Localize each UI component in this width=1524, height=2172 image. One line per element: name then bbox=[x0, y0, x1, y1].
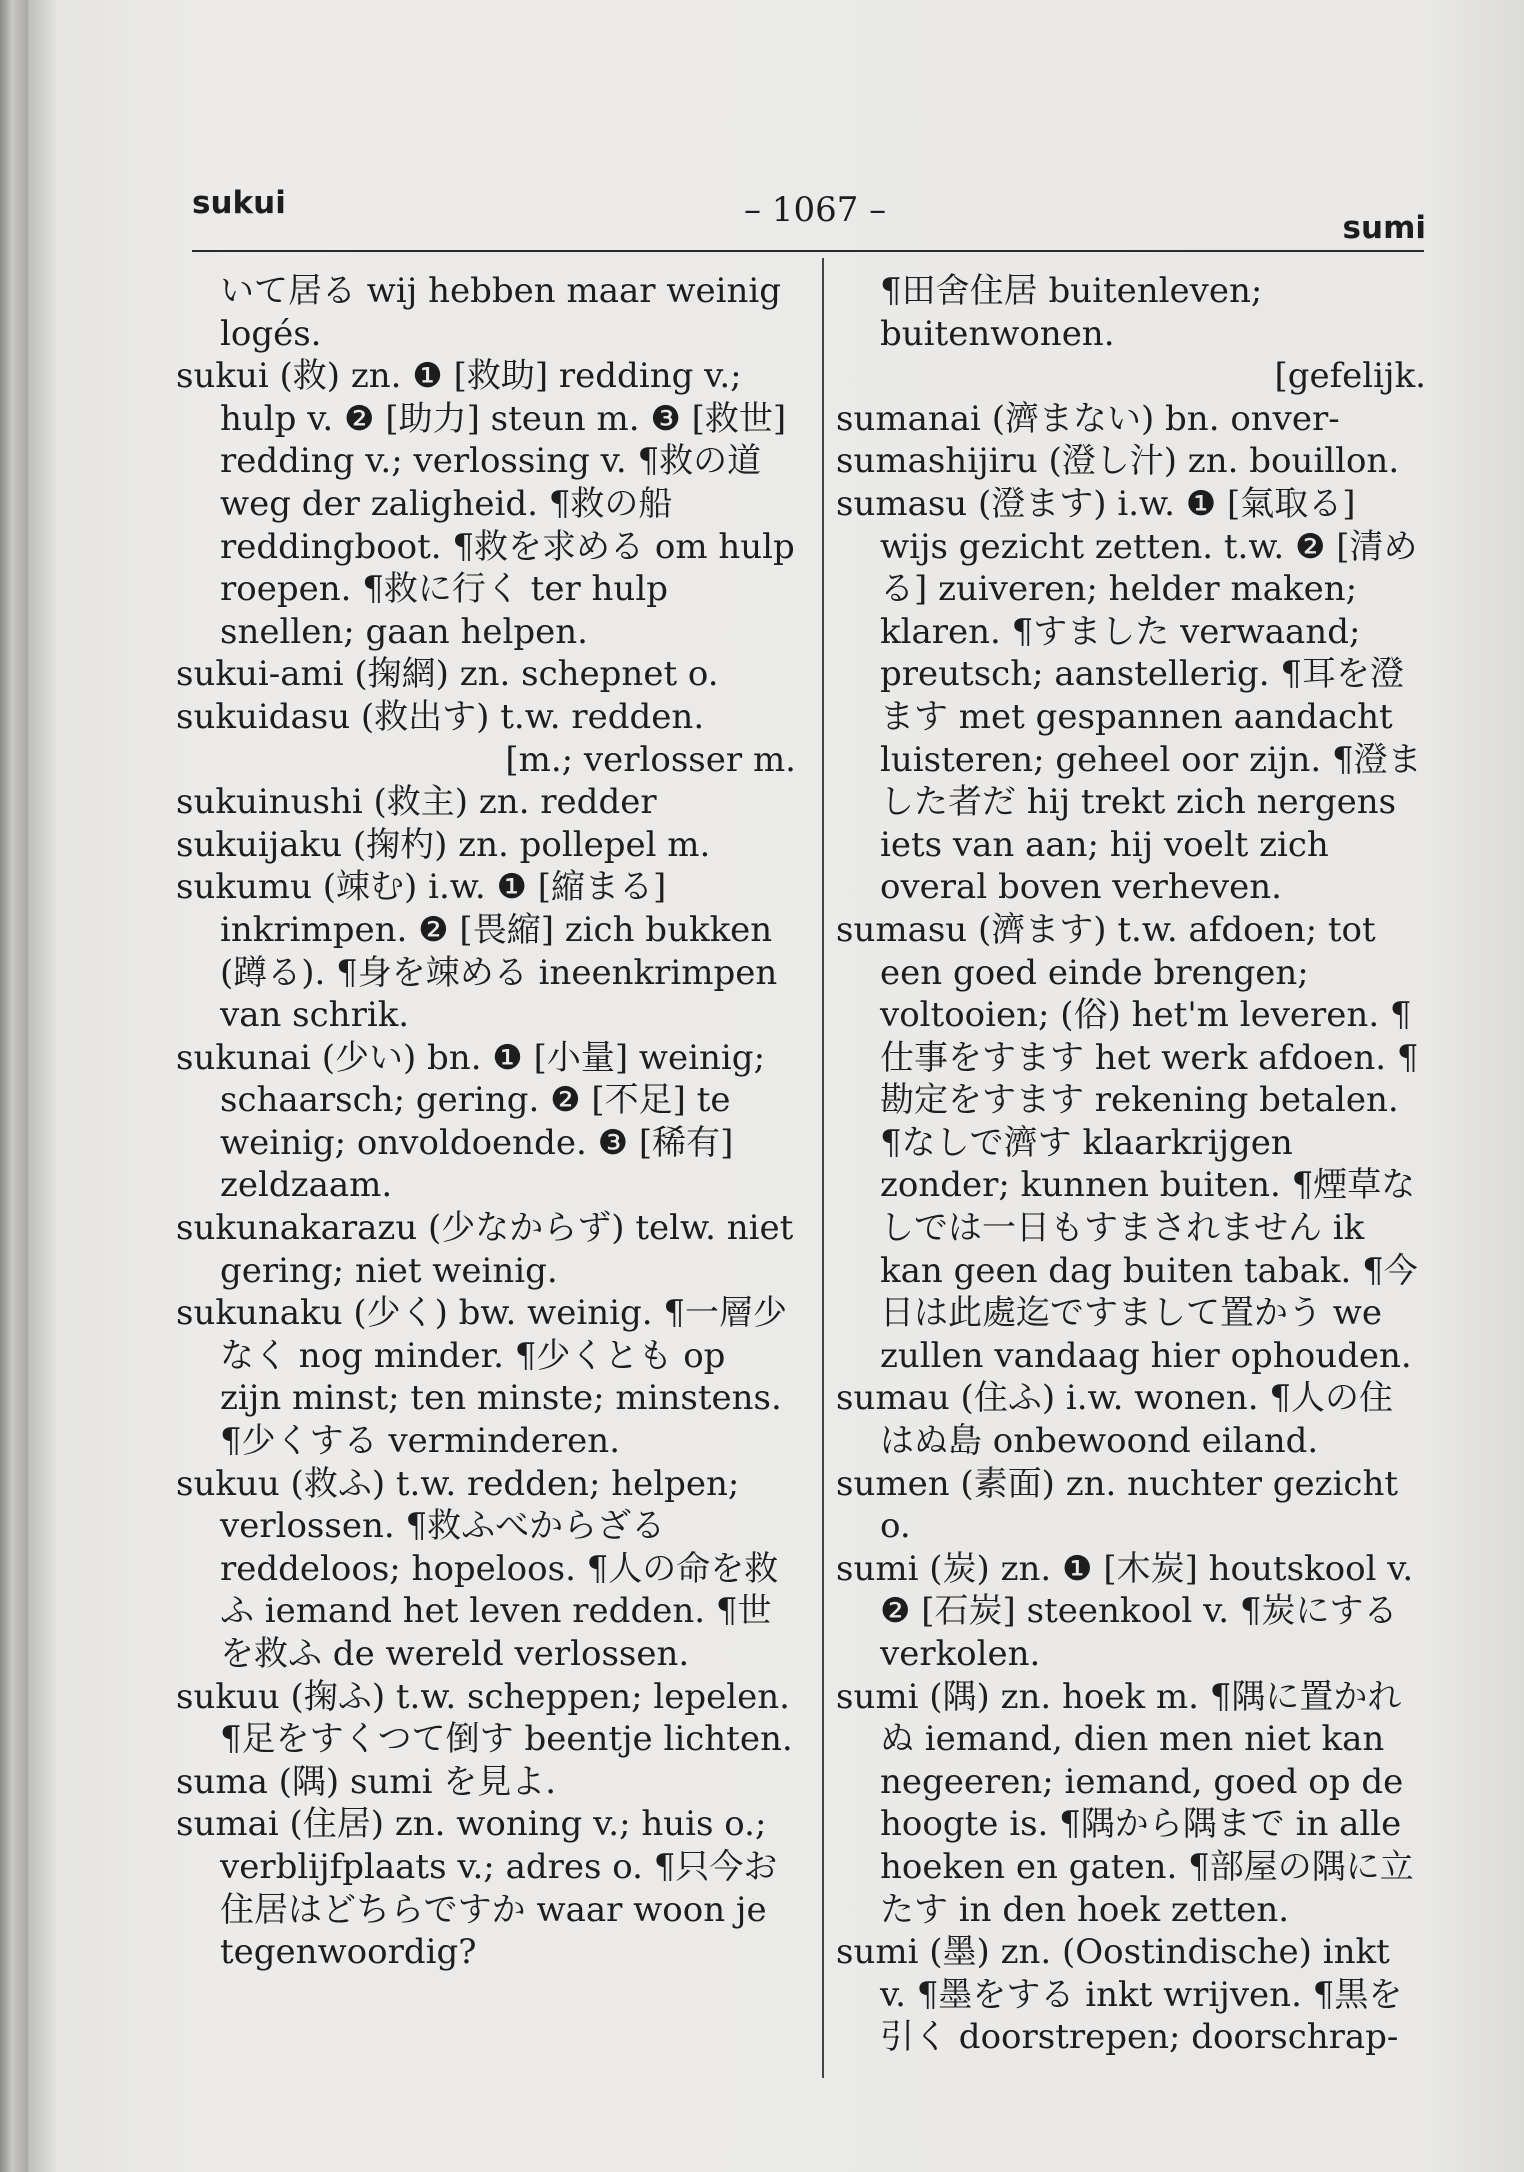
column-divider bbox=[822, 258, 824, 2078]
dictionary-entry: sumasu (濟ます) t.w. afdoen; tot een goed einde brengen; voltooien; (俗) het'm leveren. ¶仕事をすます het werk afdoen. ¶勘定をすます rekening betalen. ¶なしで濟す klaarkrijgen zonder; kunnen buiten. ¶煙草なしでは一日もすまされません ik kan geen dag buiten tabak. ¶今日は此處迄ですまして置かう we zullen vandaag hier ophouden. bbox=[836, 909, 1419, 1376]
dictionary-entry: sukui (救) zn. ❶ [救助] redding v.; hulp v. ❷ [助力] steun m. ❸ [救世] redding v.; verlossing v. ¶救の道 weg der zaligheid. ¶救の船 reddingboot. ¶救を求める om hulp roepen. ¶救に行く ter hulp snellen; gaan helpen. bbox=[176, 356, 795, 652]
dictionary-entry: sumi (隅) zn. hoek m. ¶隅に置かれぬ iemand, dien men niet kan negeeren; iemand, goed op de hoogte is. ¶隅から隅まで in alle hoeken en gaten. ¶部屋の隅に立たす in den hoek zetten. bbox=[836, 1676, 1414, 1930]
dictionary-entry: sumashijiru (澄し汁) zn. bouillon. bbox=[836, 441, 1400, 482]
dictionary-entry: sukuinushi (救主) zn. redder bbox=[176, 782, 657, 823]
book-spine-shadow bbox=[0, 0, 28, 2172]
dictionary-entry: sukuidasu (救出す) t.w. redden. bbox=[176, 696, 705, 737]
dictionary-entry: [m.; verlosser m. bbox=[505, 739, 796, 780]
dictionary-entry: sukunaku (少く) bw. weinig. ¶一層少なく nog minder. ¶少くとも op zijn minst; ten minste; minstens. ¶少くする verminderen. bbox=[176, 1293, 787, 1462]
dictionary-entry: sukuijaku (掬杓) zn. pollepel m. bbox=[176, 824, 711, 865]
dictionary-entry: sumen (素面) zn. nuchter gezicht o. bbox=[836, 1463, 1399, 1547]
left-column bbox=[176, 270, 796, 1974]
dictionary-entry: いて居る wij hebben maar weinig logés. bbox=[220, 271, 781, 354]
dictionary-entry: sukuu (救ふ) t.w. redden; helpen; verlossen. ¶救ふべからざる reddeloos; hopeloos. ¶人の命を救ふ iemand het leven redden. ¶世を救ふ de wereld verlossen. bbox=[176, 1463, 779, 1674]
dictionary-entry: sukumu (竦む) i.w. ❶ [縮まる] inkrimpen. ❷ [畏縮] zich bukken (蹲る). ¶身を竦める ineenkrimpen van schrik. bbox=[176, 867, 778, 1036]
running-head-right: sumi bbox=[1342, 210, 1426, 246]
dictionary-entry: sukunakarazu (少なからず) telw. niet gering; niet weinig. bbox=[176, 1208, 794, 1291]
dictionary-entry: suma (隅) sumi を見よ. bbox=[176, 1761, 557, 1802]
dictionary-entry: sumai (住居) zn. woning v.; huis o.; verblijfplaats v.; adres o. ¶只今お住居はどちらですか waar woon je tegenwoordig? bbox=[176, 1804, 778, 1973]
running-head-left: sukui bbox=[192, 185, 286, 221]
dictionary-entry: sumanai (濟まない) bn. onver- bbox=[836, 398, 1340, 439]
dictionary-entry: sukunai (少い) bn. ❶ [小量] weinig; schaarsch; gering. ❷ [不足] te weinig; onvoldoende. ❸ [稀有] zeldzaam. bbox=[176, 1037, 766, 1206]
dictionary-entry: sukui-ami (掬網) zn. schepnet o. bbox=[176, 654, 719, 695]
dictionary-entry: sumi (炭) zn. ❶ [木炭] houtskool v. ❷ [石炭] steenkool v. ¶炭にする verkolen. bbox=[836, 1548, 1414, 1674]
dictionary-entry: ¶田舍住居 buitenleven; buitenwonen. bbox=[880, 271, 1263, 354]
dictionary-entry: sumasu (澄ます) i.w. ❶ [氣取る] wijs gezicht zetten. t.w. ❷ [清める] zuiveren; helder maken; klaren. ¶すました verwaand; preutsch; aanstellerig. ¶耳を澄ます met gespannen aandacht luisteren; geheel oor zijn. ¶澄ました者だ hij trekt zich nergens iets van aan; hij voelt zich overal boven verheven. bbox=[836, 483, 1422, 908]
dictionary-entry: sumi (墨) zn. (Oostindische) inkt v. ¶墨をする inkt wrijven. ¶黒を引く doorstrepen; doorschrap- bbox=[836, 1932, 1403, 2058]
dictionary-entry: sumau (住ふ) i.w. wonen. ¶人の住はぬ島 onbewoond eiland. bbox=[836, 1378, 1393, 1462]
dictionary-entry: [gefelijk. bbox=[1274, 356, 1426, 397]
dictionary-entry: sukuu (掬ふ) t.w. scheppen; lepelen. ¶足をすくつて倒す beentje lichten. bbox=[176, 1676, 793, 1760]
right-column bbox=[836, 270, 1426, 2059]
page-number: – 1067 – bbox=[744, 190, 887, 230]
header-rule bbox=[192, 250, 1424, 252]
